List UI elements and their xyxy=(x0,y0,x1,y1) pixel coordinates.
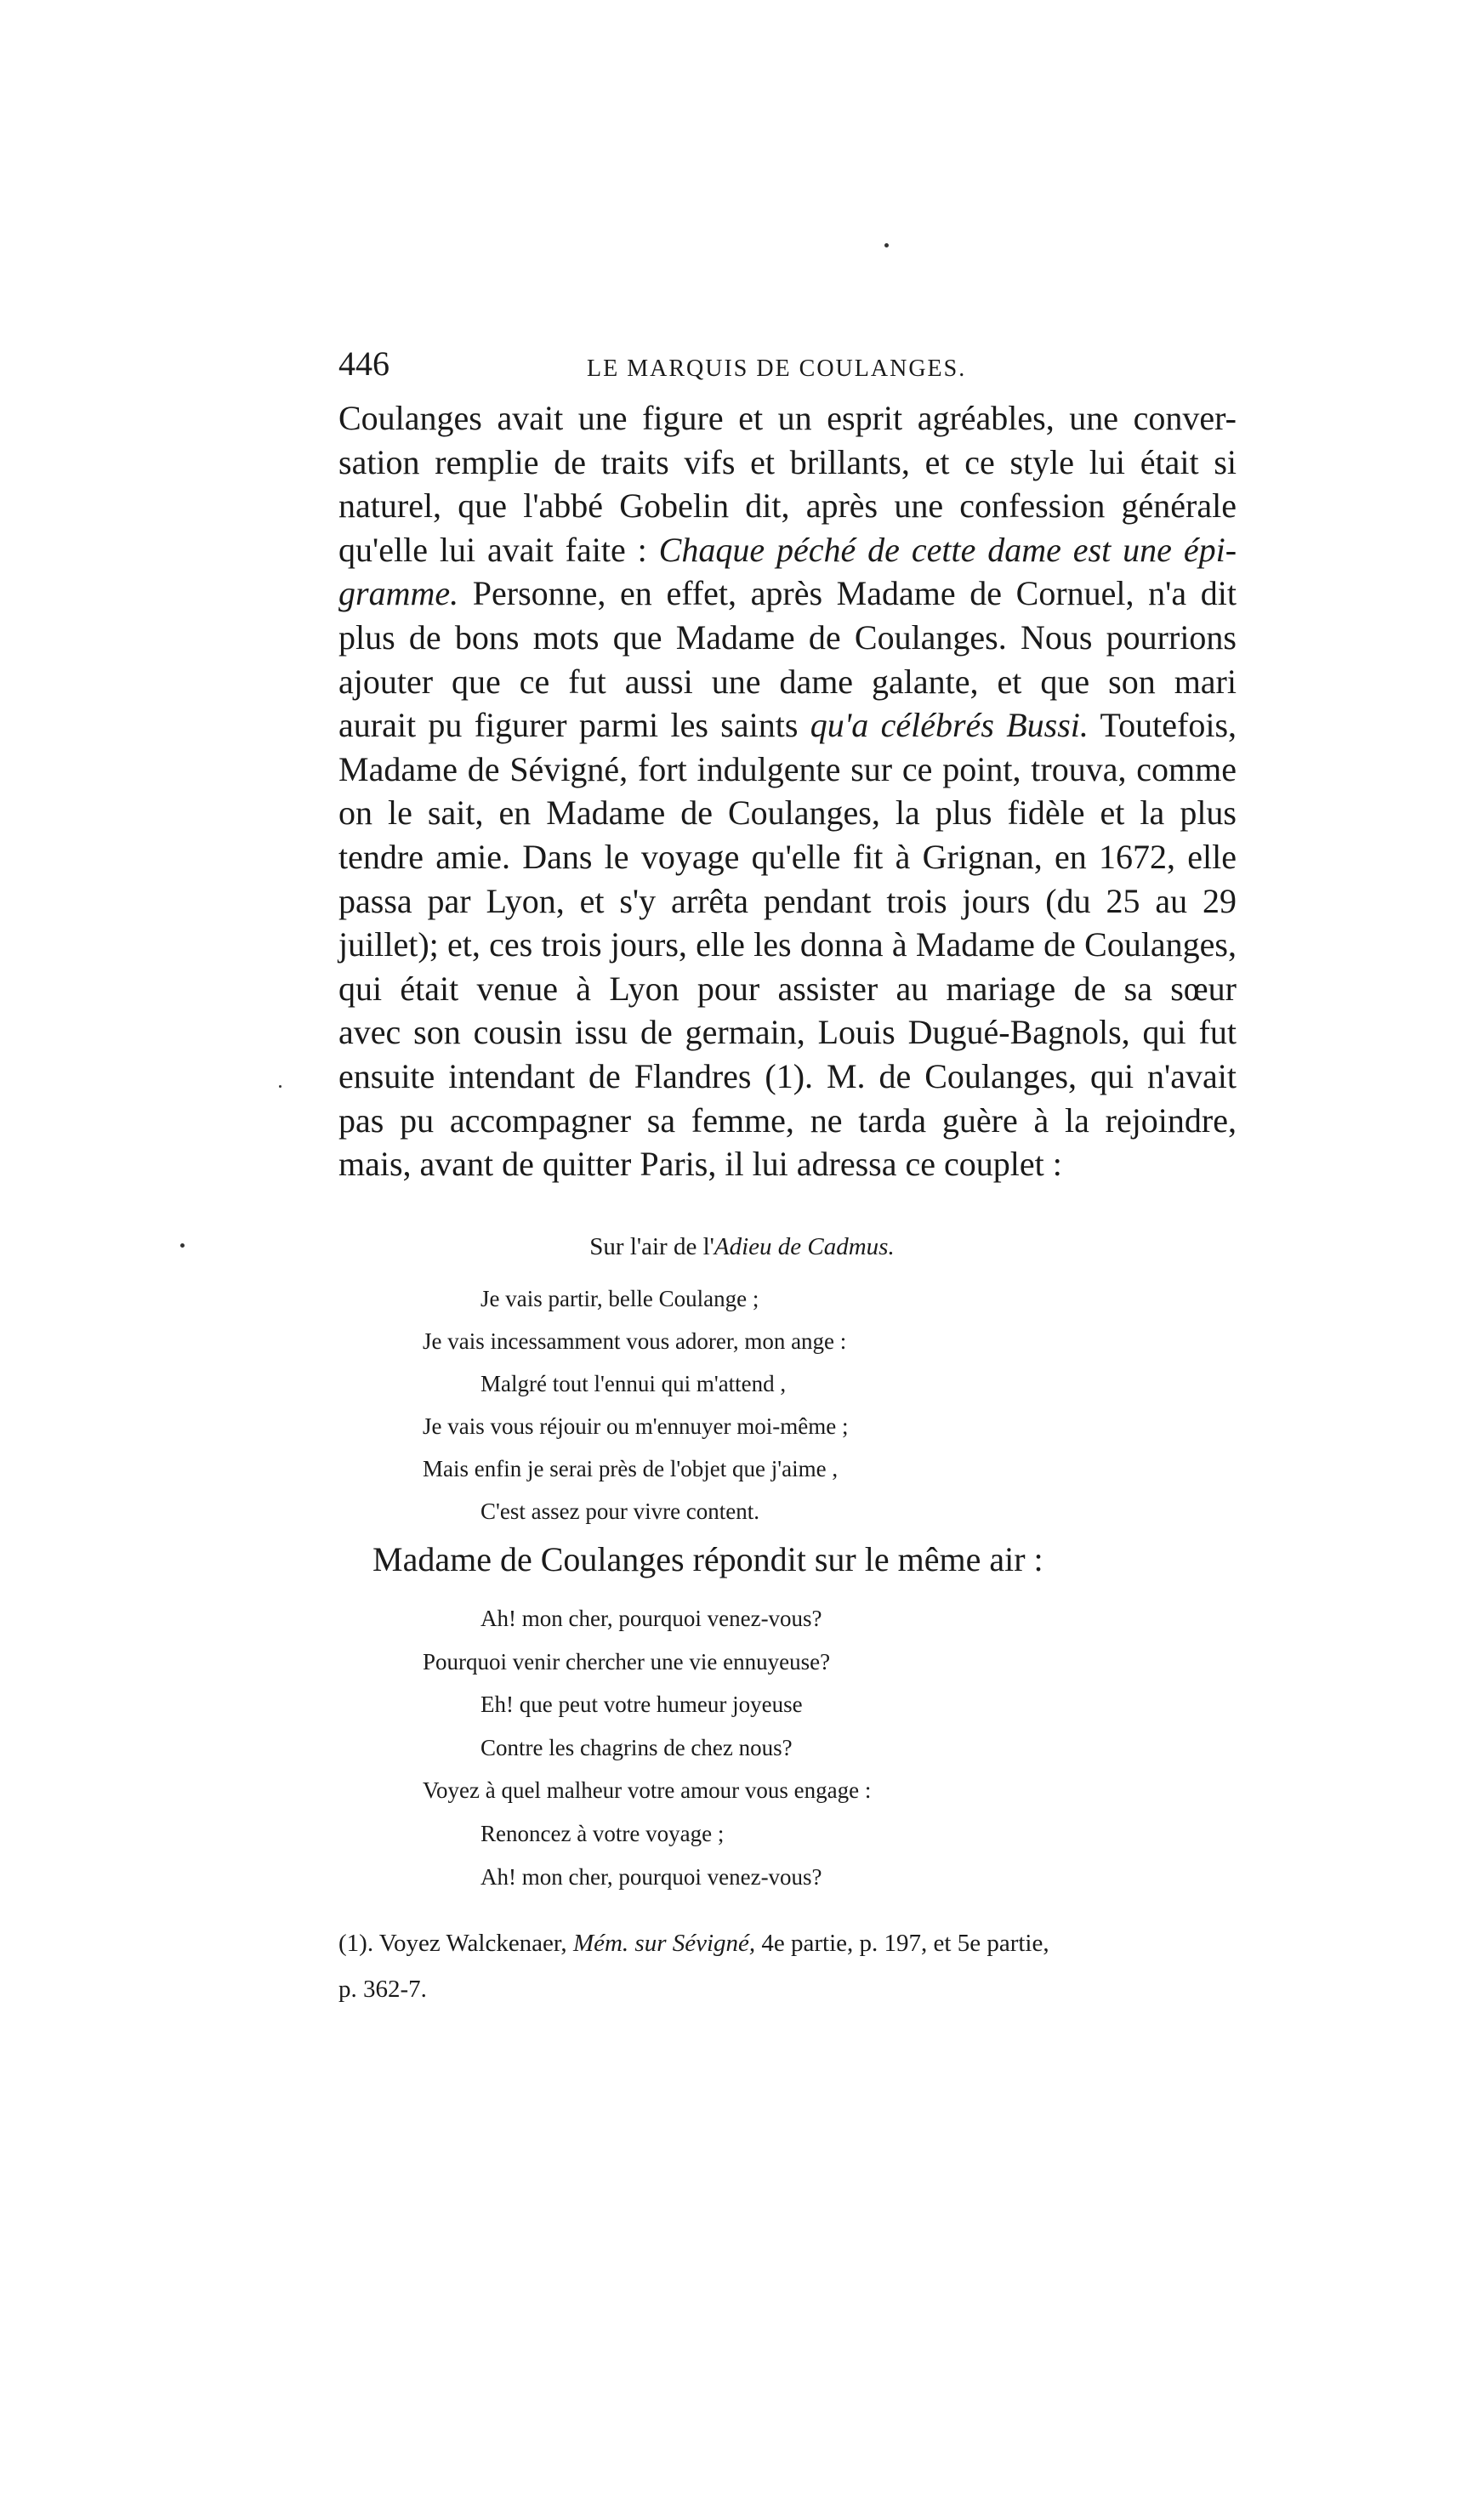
body-text-span: qu'elle lui avait faite : xyxy=(338,530,647,569)
air-title-prefix: Sur l'air de l' xyxy=(589,1233,714,1260)
footnote-line xyxy=(338,1920,1237,1966)
scan-speck xyxy=(180,1243,185,1248)
verse-line: Renoncez à votre voyage ; xyxy=(480,1820,725,1846)
air-title xyxy=(0,1235,1484,1260)
footnote xyxy=(338,1920,1237,2012)
bussi-quote: qu'a célébrés Bussi. xyxy=(810,706,1089,745)
verse-line: Je vais incessamment vous adorer, mon ange : xyxy=(423,1328,847,1354)
air-title-name: Adieu de Cadmus. xyxy=(714,1233,895,1260)
body-line: Madame de Sévigné, fort indulgente sur ce point, trouva, comme xyxy=(338,749,1237,788)
verse-line: Contre les chagrins de chez nous? xyxy=(480,1734,793,1760)
verse-line: Je vais partir, belle Coulange ; xyxy=(480,1286,759,1311)
body-line xyxy=(338,571,1237,616)
body-line: juillet); et, ces trois jours, elle les donna à Madame de Coulanges, xyxy=(338,925,1237,964)
body-line: plus de bons mots que Madame de Coulanges. Nous pourrions xyxy=(338,617,1237,657)
body-text-span: Personne, en effet, après Madame de Cornuel, n'a dit xyxy=(472,574,1237,613)
verse-line: Malgré tout l'ennui qui m'attend , xyxy=(480,1371,787,1396)
body-line: pas pu accompagner sa femme, ne tarda guère à la rejoindre, xyxy=(338,1100,1237,1140)
footnote-line: p. 362-7. xyxy=(338,1976,427,2003)
verse-line: Eh! que peut votre humeur joyeuse xyxy=(480,1692,803,1718)
body-text-span: Toutefois, xyxy=(1100,706,1237,745)
footnote-text: 4e partie, p. 197, et 5e partie, xyxy=(761,1930,1049,1957)
verse-line: Je vais vous réjouir ou m'ennuyer moi-même ; xyxy=(423,1413,849,1439)
epigram-quote-end: gramme. xyxy=(338,574,459,613)
reply-line: Madame de Coulanges répondit sur le même air : xyxy=(372,1540,1043,1578)
body-line: Coulanges avait une figure et un esprit agréables, une conver- xyxy=(338,399,1237,437)
verse-line: C'est assez pour vivre content. xyxy=(480,1498,760,1524)
footnote-text: (1). Voyez Walckenaer, xyxy=(338,1930,567,1957)
verse-line: Mais enfin je serai près de l'objet que j'aime , xyxy=(423,1456,839,1481)
epigram-quote: Chaque péché de cette dame est une épi- xyxy=(658,530,1237,569)
verse-couplet-1 xyxy=(423,1277,849,1532)
body-line: passa par Lyon, et s'y arrêta pendant trois jours (du 25 au 29 xyxy=(338,881,1237,920)
body-line: tendre amie. Dans le voyage qu'elle fit à Grignan, en 1672, elle xyxy=(338,837,1237,876)
body-line: qui était venue à Lyon pour assister au mariage de sa sœur xyxy=(338,969,1237,1008)
verse-line: Voyez à quel malheur votre amour vous engage : xyxy=(423,1777,872,1804)
body-line: on le sait, en Madame de Coulanges, la plus fidèle et la plus xyxy=(338,793,1237,833)
body-paragraph xyxy=(338,396,1237,1186)
verse-line: Ah! mon cher, pourquoi venez-vous? xyxy=(480,1606,822,1631)
scan-speck xyxy=(884,243,889,247)
body-line xyxy=(338,703,1237,748)
verse-couplet-2 xyxy=(423,1597,871,1898)
verse-line: Ah! mon cher, pourquoi venez-vous? xyxy=(480,1863,822,1890)
body-line: ajouter que ce fut aussi une dame galante, et que son mari xyxy=(338,662,1237,701)
body-text-span: aurait pu figurer parmi les saints xyxy=(338,706,799,745)
running-head: LE MARQUIS DE COULANGES. xyxy=(587,355,967,382)
body-line: mais, avant de quitter Paris, il lui adressa ce couplet : xyxy=(338,1145,1062,1184)
body-line: naturel, que l'abbé Gobelin dit, après une confession générale xyxy=(338,486,1237,526)
body-line: sation remplie de traits vifs et brillants, et ce style lui était si xyxy=(338,442,1237,481)
body-line xyxy=(338,528,1237,572)
page-number: 446 xyxy=(338,344,389,383)
body-line: avec son cousin issu de germain, Louis Dugué-Bagnols, qui fut xyxy=(338,1013,1237,1052)
footnote-work-title: Mém. sur Sévigné, xyxy=(572,1930,756,1957)
body-line: ensuite intendant de Flandres (1). M. de Coulanges, qui n'avait xyxy=(338,1056,1237,1095)
verse-line: Pourquoi venir chercher une vie ennuyeuse? xyxy=(423,1648,831,1675)
scan-speck xyxy=(279,1085,281,1088)
